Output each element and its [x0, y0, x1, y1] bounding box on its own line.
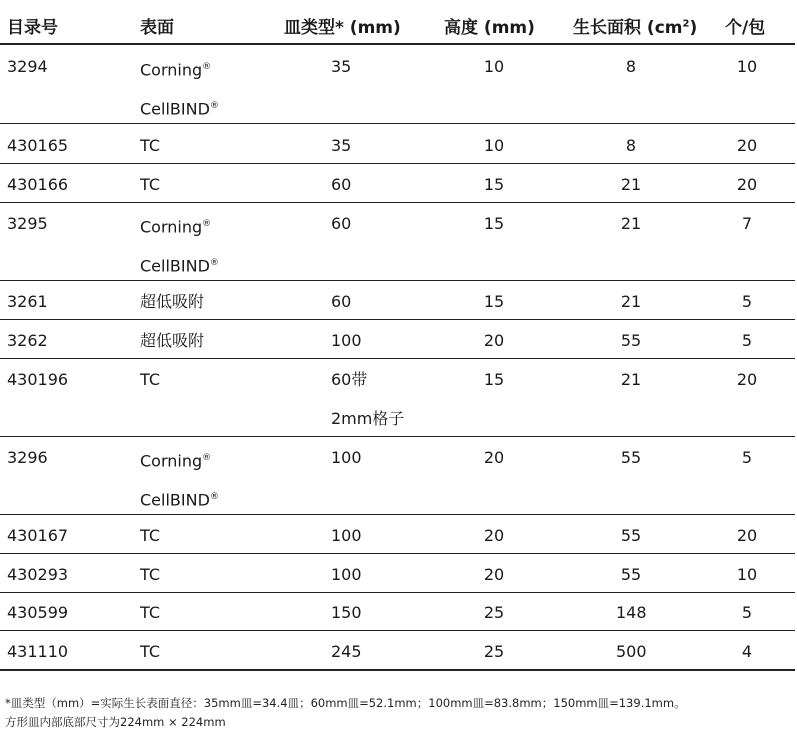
cell-height: 20: [483, 448, 505, 467]
cell-height: 15: [483, 175, 505, 194]
cell-dish-type-line2: 2mm格子: [331, 409, 405, 428]
cell-surface-line2: [140, 487, 219, 510]
cell-growth-area: 500: [616, 642, 647, 661]
row-divider: [0, 436, 795, 437]
cell-catalog: 430167: [7, 526, 69, 545]
header-surface: 表面: [140, 18, 174, 38]
cell-height: 20: [483, 331, 505, 350]
cell-dish-type: 60: [331, 175, 352, 194]
cell-per-pack: 5: [741, 603, 753, 622]
cell-surface-wrap: [140, 214, 211, 237]
cell-height: 15: [483, 370, 505, 389]
cell-surface-wrap: [140, 448, 211, 471]
header-growth-area-sup: 2: [682, 18, 690, 30]
cell-surface: TC: [140, 565, 161, 584]
cell-per-pack: 5: [741, 448, 753, 467]
cell-height: 10: [483, 57, 505, 76]
cell-dish-type: 150: [331, 603, 362, 622]
cell-growth-area: 8: [625, 136, 637, 155]
cell-surface-line2: [140, 253, 219, 276]
cell-height: 25: [483, 642, 505, 661]
header-growth-area-close: ): [689, 18, 698, 38]
header-height: 高度 (mm): [444, 18, 535, 38]
registered-mark: ®: [209, 258, 219, 268]
header-rule: [0, 43, 795, 45]
cell-growth-area: 21: [620, 370, 642, 389]
footnote-line-2: 方形皿内部底部尺寸为224mm × 224mm: [5, 715, 226, 729]
cell-catalog: 3295: [7, 214, 48, 233]
cell-catalog: 430165: [7, 136, 69, 155]
cell-surface-wrap: [140, 57, 211, 80]
cell-height: 15: [483, 292, 505, 311]
row-divider: [0, 630, 795, 631]
cell-surface: TC: [140, 526, 161, 545]
cell-per-pack: 20: [736, 370, 758, 389]
cell-catalog: 430166: [7, 175, 69, 194]
header-growth-area: [573, 13, 697, 38]
row-divider: [0, 358, 795, 359]
cell-dish-type: 100: [331, 448, 362, 467]
cell-height: 25: [483, 603, 505, 622]
table-bottom-rule: [0, 669, 795, 671]
cell-dish-type: 60: [331, 214, 352, 233]
cell-catalog: 430196: [7, 370, 69, 389]
cell-growth-area: 55: [620, 565, 642, 584]
cell-height: 20: [483, 565, 505, 584]
cell-height: 20: [483, 526, 505, 545]
header-catalog: 目录号: [7, 18, 58, 38]
cell-catalog: 430599: [7, 603, 69, 622]
cell-catalog: 3294: [7, 57, 48, 76]
cell-growth-area: 148: [616, 603, 647, 622]
cell-dish-type: 35: [331, 136, 352, 155]
row-divider: [0, 123, 795, 124]
cell-growth-area: 21: [620, 292, 642, 311]
registered-mark: ®: [202, 453, 212, 463]
cell-growth-area: 21: [620, 214, 642, 233]
cell-per-pack: 20: [736, 175, 758, 194]
row-divider: [0, 202, 795, 203]
cell-catalog: 3262: [7, 331, 48, 350]
cell-dish-type: 100: [331, 565, 362, 584]
cell-surface-line2: [140, 96, 219, 119]
cell-per-pack: 5: [741, 331, 753, 350]
cell-surface-brand: CellBIND: [140, 256, 210, 276]
cell-per-pack: 4: [741, 642, 753, 661]
cell-growth-area: 8: [625, 57, 637, 76]
cell-dish-type: 60带: [331, 370, 368, 389]
row-divider: [0, 553, 795, 554]
cell-growth-area: 55: [620, 448, 642, 467]
cell-surface: TC: [140, 642, 161, 661]
row-divider: [0, 280, 795, 281]
registered-mark: ®: [202, 62, 212, 72]
footnote-line-1: *皿类型（mm）=实际生长表面直径：35mm皿=34.4皿；60mm皿=52.1mm；100mm皿=83.8mm；150mm皿=139.1mm。: [5, 696, 686, 710]
cell-height: 15: [483, 214, 505, 233]
cell-catalog: 430293: [7, 565, 69, 584]
cell-surface: 超低吸附: [140, 331, 205, 350]
cell-surface: 超低吸附: [140, 292, 205, 311]
registered-mark: ®: [209, 101, 219, 111]
cell-per-pack: 20: [736, 136, 758, 155]
cell-growth-area: 21: [620, 175, 642, 194]
header-growth-area-text: 生长面积 (cm: [573, 18, 683, 38]
cell-surface: Corning: [140, 217, 203, 237]
cell-surface: TC: [140, 603, 161, 622]
cell-surface: TC: [140, 370, 161, 389]
cell-surface-brand: CellBIND: [140, 490, 210, 510]
cell-growth-area: 55: [620, 331, 642, 350]
row-divider: [0, 319, 795, 320]
header-per-pack: 个/包: [725, 18, 766, 38]
cell-dish-type: 35: [331, 57, 352, 76]
cell-per-pack: 5: [741, 292, 753, 311]
registered-mark: ®: [209, 492, 219, 502]
cell-surface: Corning: [140, 60, 203, 80]
cell-dish-type: 60: [331, 292, 352, 311]
cell-surface: TC: [140, 136, 161, 155]
cell-surface: TC: [140, 175, 161, 194]
cell-height: 10: [483, 136, 505, 155]
cell-per-pack: 20: [736, 526, 758, 545]
row-divider: [0, 163, 795, 164]
cell-surface-brand: CellBIND: [140, 99, 210, 119]
cell-per-pack: 10: [736, 57, 758, 76]
cell-dish-type: 100: [331, 526, 362, 545]
cell-per-pack: 10: [736, 565, 758, 584]
cell-per-pack: 7: [741, 214, 753, 233]
cell-dish-type: 100: [331, 331, 362, 350]
header-dish-type: 皿类型* (mm): [284, 18, 401, 38]
cell-dish-type: 245: [331, 642, 362, 661]
cell-surface: Corning: [140, 451, 203, 471]
table-header: [0, 0, 797, 44]
row-divider: [0, 592, 795, 593]
cell-catalog: 3296: [7, 448, 48, 467]
cell-growth-area: 55: [620, 526, 642, 545]
registered-mark: ®: [202, 219, 212, 229]
row-divider: [0, 514, 795, 515]
cell-catalog: 3261: [7, 292, 48, 311]
cell-catalog: 431110: [7, 642, 69, 661]
